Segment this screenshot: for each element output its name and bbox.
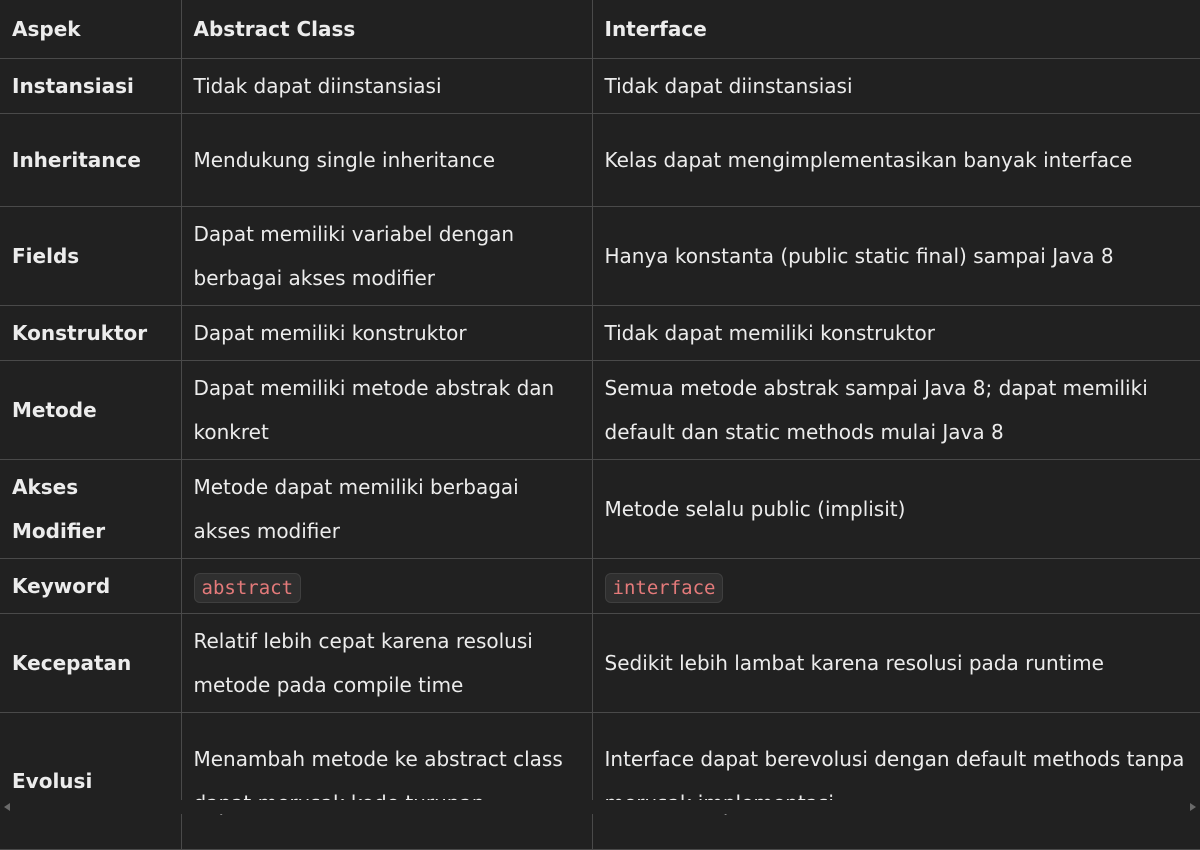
header-abstract-class: Abstract Class [181,0,592,59]
interface-cell: Kelas dapat mengimplementasikan banyak interface [592,114,1200,207]
table-row [0,460,1200,559]
aspect-cell: Fields [0,207,181,306]
aspect-cell: Akses Modifier [0,460,181,559]
table-row [0,361,1200,460]
abstract-class-cell: Dapat memiliki konstruktor [181,306,592,361]
abstract-class-cell: Metode dapat memiliki berbagai akses modifier [181,460,592,559]
table-row [0,114,1200,207]
interface-cell: Metode selalu public (implisit) [592,460,1200,559]
chevron-left-icon[interactable] [4,803,10,811]
aspect-cell: Kecepatan [0,614,181,713]
abstract-class-cell: Tidak dapat diinstansiasi [181,59,592,114]
aspect-cell: Metode [0,361,181,460]
interface-cell: Hanya konstanta (public static final) sampai Java 8 [592,207,1200,306]
aspect-cell: Inheritance [0,114,181,207]
table-header-row [0,0,1200,59]
aspect-cell: Keyword [0,559,181,614]
table-row [0,713,1200,850]
interface-cell: Semua metode abstrak sampai Java 8; dapat memiliki default dan static methods mulai Java 8 [592,361,1200,460]
interface-cell: Tidak dapat memiliki konstruktor [592,306,1200,361]
table-row [0,559,1200,614]
table-row [0,59,1200,114]
table-row [0,614,1200,713]
abstract-class-cell: Mendukung single inheritance [181,114,592,207]
header-aspek: Aspek [0,0,181,59]
interface-cell: Tidak dapat diinstansiasi [592,59,1200,114]
table-row [0,207,1200,306]
aspect-cell: Konstruktor [0,306,181,361]
header-interface: Interface [592,0,1200,59]
aspect-cell: Instansiasi [0,59,181,114]
interface-cell: Interface dapat berevolusi dengan default methods tanpa [592,713,1200,850]
horizontal-scrollbar[interactable] [0,800,1200,814]
abstract-class-cell [181,559,592,614]
interface-cell [592,559,1200,614]
chevron-right-icon[interactable] [1190,803,1196,811]
aspect-cell: Evolusi [0,713,181,850]
keyword-code-abstract: abstract [194,573,302,603]
table-row [0,306,1200,361]
abstract-class-cell: Menambah metode ke abstract class [181,713,592,850]
abstract-class-cell: Dapat memiliki metode abstrak dan konkret [181,361,592,460]
abstract-class-cell: Dapat memiliki variabel dengan berbagai akses modifier [181,207,592,306]
keyword-code-interface: interface [605,573,724,603]
interface-cell: Sedikit lebih lambat karena resolusi pada runtime [592,614,1200,713]
abstract-class-cell: Relatif lebih cepat karena resolusi metode pada compile time [181,614,592,713]
